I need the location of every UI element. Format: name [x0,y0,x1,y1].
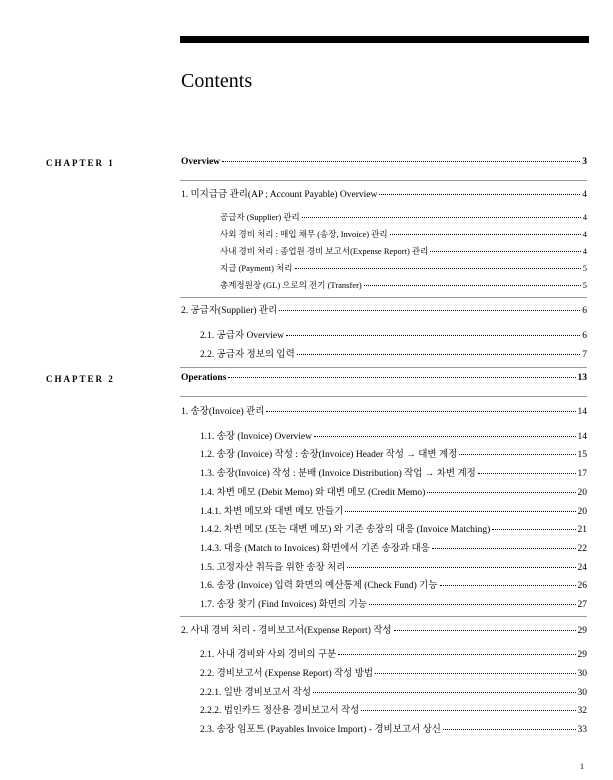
toc-entry[interactable] [200,465,587,479]
toc-entry[interactable] [200,702,587,716]
toc-leader-dots [430,251,580,252]
toc-page-number: 5 [582,280,587,290]
toc-leader-dots [478,473,576,474]
toc-entry[interactable] [181,403,587,417]
toc-page-number: 21 [577,525,587,535]
toc-leader-dots [443,729,576,730]
toc-page-number: 17 [577,469,587,479]
toc-entry-label: Overview [181,157,221,167]
toc-page-number: 14 [577,407,587,417]
page-title: Contents [181,70,253,92]
separator [180,616,587,617]
toc-leader-dots [390,234,581,235]
toc-page-number: 24 [577,563,587,573]
toc-leader-dots [427,492,575,493]
toc-leader-dots [347,567,575,568]
toc-entry-label: 1.6. 송장 (Invoice) 입력 화면의 예산통제 (Check Fund) 기능 [200,581,438,591]
toc-leader-dots [266,411,575,412]
toc-entry-label: Operations [181,373,227,383]
toc-entry[interactable] [200,346,587,360]
toc-page-number: 30 [577,688,587,698]
toc-entry-label: 2. 사내 경비 처리 - 경비보고서(Expense Report) 작성 [181,626,392,636]
toc-entry-label: 총계정원장 (GL) 으로의 전기 (Transfer) [220,280,362,290]
toc-leader-dots [459,454,575,455]
toc-entry[interactable] [200,559,587,573]
separator [180,297,587,298]
toc-leader-dots [228,377,575,378]
toc-entry[interactable] [200,540,587,554]
toc-leader-dots [379,194,580,195]
toc-entry[interactable] [220,245,587,257]
toc-leader-dots [286,335,580,336]
toc-leader-dots [297,354,580,355]
toc-entry-label: 공급자 (Supplier) 관리 [220,212,300,222]
toc-entry-label: 1.3. 송장(Invoice) 작성 : 분배 (Invoice Distribution) 작업 → 차변 계정 [200,469,476,479]
toc-leader-dots [432,548,576,549]
toc-page-number: 15 [577,450,587,460]
toc-leader-dots [375,673,575,674]
toc-entry[interactable] [200,721,587,735]
toc-page-number: 4 [582,212,587,222]
toc-entry[interactable] [220,262,587,274]
toc-entry-label: 2.3. 송장 임포트 (Payables Invoice Import) - 경비보고서 상신 [200,725,441,735]
chapter-2-label: CHAPTER 2 [46,374,115,384]
toc-leader-dots [361,710,575,711]
toc-leader-dots [302,217,581,218]
toc-leader-dots [279,310,580,311]
toc-entry[interactable] [200,327,587,341]
toc-page-number: 6 [582,331,587,341]
toc-leader-dots [222,161,580,162]
toc-page-number: 4 [582,190,587,200]
toc-entry[interactable] [200,577,587,591]
toc-entry[interactable] [200,503,587,517]
toc-entry-label: 2. 공급자(Supplier) 관리 [181,306,278,316]
toc-page-number: 32 [577,706,587,716]
toc-entry-overview[interactable] [181,157,587,167]
toc-entry-label: 1.2. 송장 (Invoice) 작성 : 송장(Invoice) Header 작성 → 대변 계정 [200,450,458,460]
toc-page-number: 7 [582,350,587,360]
toc-entry-label: 1.5. 고정자산 취득을 위한 송장 처리 [200,563,346,573]
toc-page-number: 30 [577,669,587,679]
toc-entry[interactable] [200,665,587,679]
toc-entry-label: 사내 경비 처리 : 종업원 경비 보고서(Expense Report) 관리 [220,246,429,256]
toc-entry[interactable] [200,646,587,660]
toc-entry-label: 1.1. 송장 (Invoice) Overview [200,432,312,442]
toc-leader-dots [313,692,575,693]
toc-entry[interactable] [181,186,587,200]
separator [180,367,587,368]
toc-page-number: 29 [577,650,587,660]
toc-page-number: 4 [582,229,587,239]
separator [180,180,587,181]
toc-entry-operations[interactable] [181,373,587,383]
toc-leader-dots [295,268,581,269]
toc-entry-label: 2.2.1. 일반 경비보고서 작성 [200,688,312,698]
toc-page-number: 27 [577,600,587,610]
toc-page-number: 29 [577,626,587,636]
toc-entry[interactable] [200,428,587,442]
header-rule [180,36,589,43]
separator [180,396,587,397]
toc-page-number: 4 [582,246,587,256]
toc-page-number: 26 [577,581,587,591]
toc-leader-dots [394,630,576,631]
toc-page-number: 5 [582,263,587,273]
toc-entry-label: 2.2.2. 법인카드 정산용 경비보고서 작성 [200,706,360,716]
toc-leader-dots [314,436,576,437]
toc-entry-label: 1.4.1. 차변 메모와 대변 메모 만들기 [200,507,344,517]
toc-leader-dots [364,285,581,286]
toc-leader-dots [492,529,575,530]
toc-page-number: 6 [582,306,587,316]
toc-entry-label: 1. 송장(Invoice) 관리 [181,407,265,417]
toc-entry-label: 1.7. 송장 찾기 (Find Invoices) 화면의 기능 [200,600,368,610]
toc-page-number: 20 [577,507,587,517]
toc-page-number: 3 [582,157,587,167]
toc-entry[interactable] [200,446,587,460]
toc-leader-dots [440,585,576,586]
toc-entry-label: 사외 경비 처리 : 매입 채무 (송장, Invoice) 관리 [220,229,388,239]
toc-page-number: 20 [577,488,587,498]
toc-page-number: 14 [577,432,587,442]
page-number: 1 [580,762,584,771]
toc-page-number: 22 [577,544,587,554]
toc-page-number: 13 [577,373,587,383]
toc-entry-label: 1.4. 차변 메모 (Debit Memo) 와 대변 메모 (Credit Memo) [200,488,426,498]
toc-entry[interactable] [220,279,587,291]
toc-page-number: 33 [577,725,587,735]
toc-entry[interactable] [200,596,587,610]
toc-entry-label: 지급 (Payment) 처리 [220,263,293,273]
chapter-1-label: CHAPTER 1 [46,158,115,168]
toc-entry-label: 2.2. 공급자 정보의 입력 [200,350,295,360]
toc-entry[interactable] [220,211,587,223]
toc-entry-label: 1.4.2. 차변 메모 (또는 대변 메모) 와 기존 송장의 대응 (Invoice Matching) [200,525,491,535]
toc-entry-label: 2.1. 공급자 Overview [200,331,284,341]
toc-entry-label: 1. 미지급금 관리(AP ; Account Payable) Overview [181,190,378,200]
toc-entry-label: 1.4.3. 대응 (Match to Invoices) 화면에서 기존 송장과 대응 [200,544,430,554]
toc-leader-dots [369,604,575,605]
toc-entry[interactable] [181,302,587,316]
toc-entry-label: 2.1. 사내 경비와 사외 경비의 구분 [200,650,337,660]
toc-entry[interactable] [200,684,587,698]
toc-entry[interactable] [181,622,587,636]
toc-entry[interactable] [200,521,587,535]
toc-entry-label: 2.2. 경비보고서 (Expense Report) 작성 방법 [200,669,374,679]
toc-entry[interactable] [200,484,587,498]
toc-entry[interactable] [220,228,587,240]
toc-leader-dots [338,654,575,655]
toc-leader-dots [345,511,575,512]
